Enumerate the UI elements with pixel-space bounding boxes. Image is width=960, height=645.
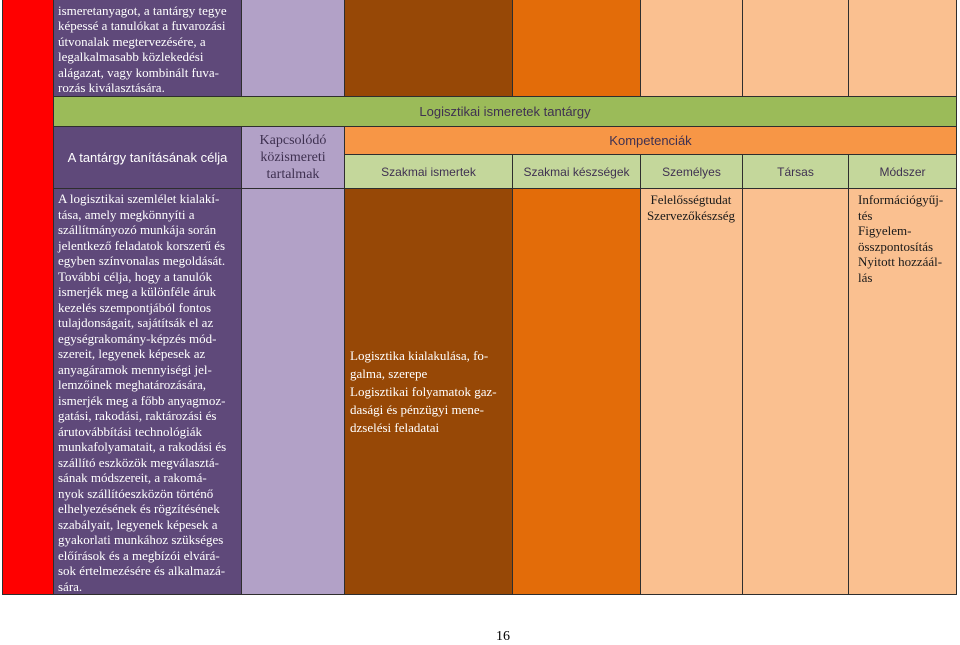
content-skills-cell [513,189,641,595]
subheader-professional-knowledge [345,155,513,189]
continued-goal-text: ismeretanyagot, a tantárgy tegye képessé a tanulókat a fuvarozási útvonalak megtervezésére, a legalkalmasabb közlekedési alágazat, vagy kombinált fuva- rozás kiválasztására. [58,3,227,96]
continued-personal-cell [641,0,743,97]
content-knowledge-text: Logisztika kialakulása, fo- galma, szerepe Logisztikai folyamatok gaz- dasági és pénzügyi mene- dzselési feladatai [350,348,497,435]
subheader-label: Társas [777,164,814,179]
content-knowledge-cell [345,189,513,595]
subheader-method [849,155,957,189]
page-number: 16 [496,629,510,644]
subject-banner [54,97,957,127]
subheader-label: Személyes [662,164,721,179]
header-goal-cell [54,127,242,189]
subheader-personal [641,155,743,189]
continued-social-cell [743,0,849,97]
header-related-cell [242,127,345,189]
content-goal-cell [54,189,242,595]
header-related-label: Kapcsolódó közismereti tartalmak [259,133,327,182]
continued-goal-cell [54,0,242,97]
content-goal-text: A logisztikai szemlélet kialakí- tása, amely megkönnyíti a szállítmányozó munkája során jelentkező feladatok korszerű és egyben színvonalas megoldását. További célja, hogy a tanulók ismerjék meg a különféle áruk kezelés szempontjából fontos tulajdonságait, sajátítsák el az egységrakomány-képzés mód- szereit, legyenek képesek az anyagáramok mennyiségi jel- lemzőinek meghatározására, ismerjék meg a főbb anyagmoz- gatási, rakodási, raktározási és árutovábbítási technológiák munkafolyamatait, a rakodási és szállító eszközök megválasztá- sának módszereit, a rakomá- nyok szállítóeszközön történő elhelyezésének és rögzítésének szabályait, legyenek képesek a gyakorlati munkához szükséges előírások és a megbízói elvárá- sok értelmezésére és alkalmazá- sára. [58,191,227,594]
content-method-cell [849,189,957,595]
subheader-label: Módszer [879,164,926,179]
content-personal-cell [641,189,743,595]
content-method-text: Információgyűj- tés Figyelem- összpontosítás Nyitott hozzáál- lás [858,192,944,285]
content-related-cell [242,189,345,595]
content-social-cell [743,189,849,595]
header-goal-label: A tantárgy tanításának célja [67,150,228,165]
continued-related-cell [242,0,345,97]
subheader-label: Szakmai készségek [523,164,630,179]
continued-skills-cell [513,0,641,97]
subheader-professional-skills [513,155,641,189]
subheader-social [743,155,849,189]
subheader-label: Szakmai ismertek [381,164,476,179]
subject-title: Logisztikai ismeretek tantárgy [419,104,591,119]
content-personal-text: Felelősségtudat Szervezőkészség [646,192,736,223]
header-competencies-cell [345,127,957,155]
continued-knowledge-cell [345,0,513,97]
red-margin-column [2,0,54,595]
continued-method-cell [849,0,957,97]
header-competencies-label: Kompetenciák [609,133,692,148]
